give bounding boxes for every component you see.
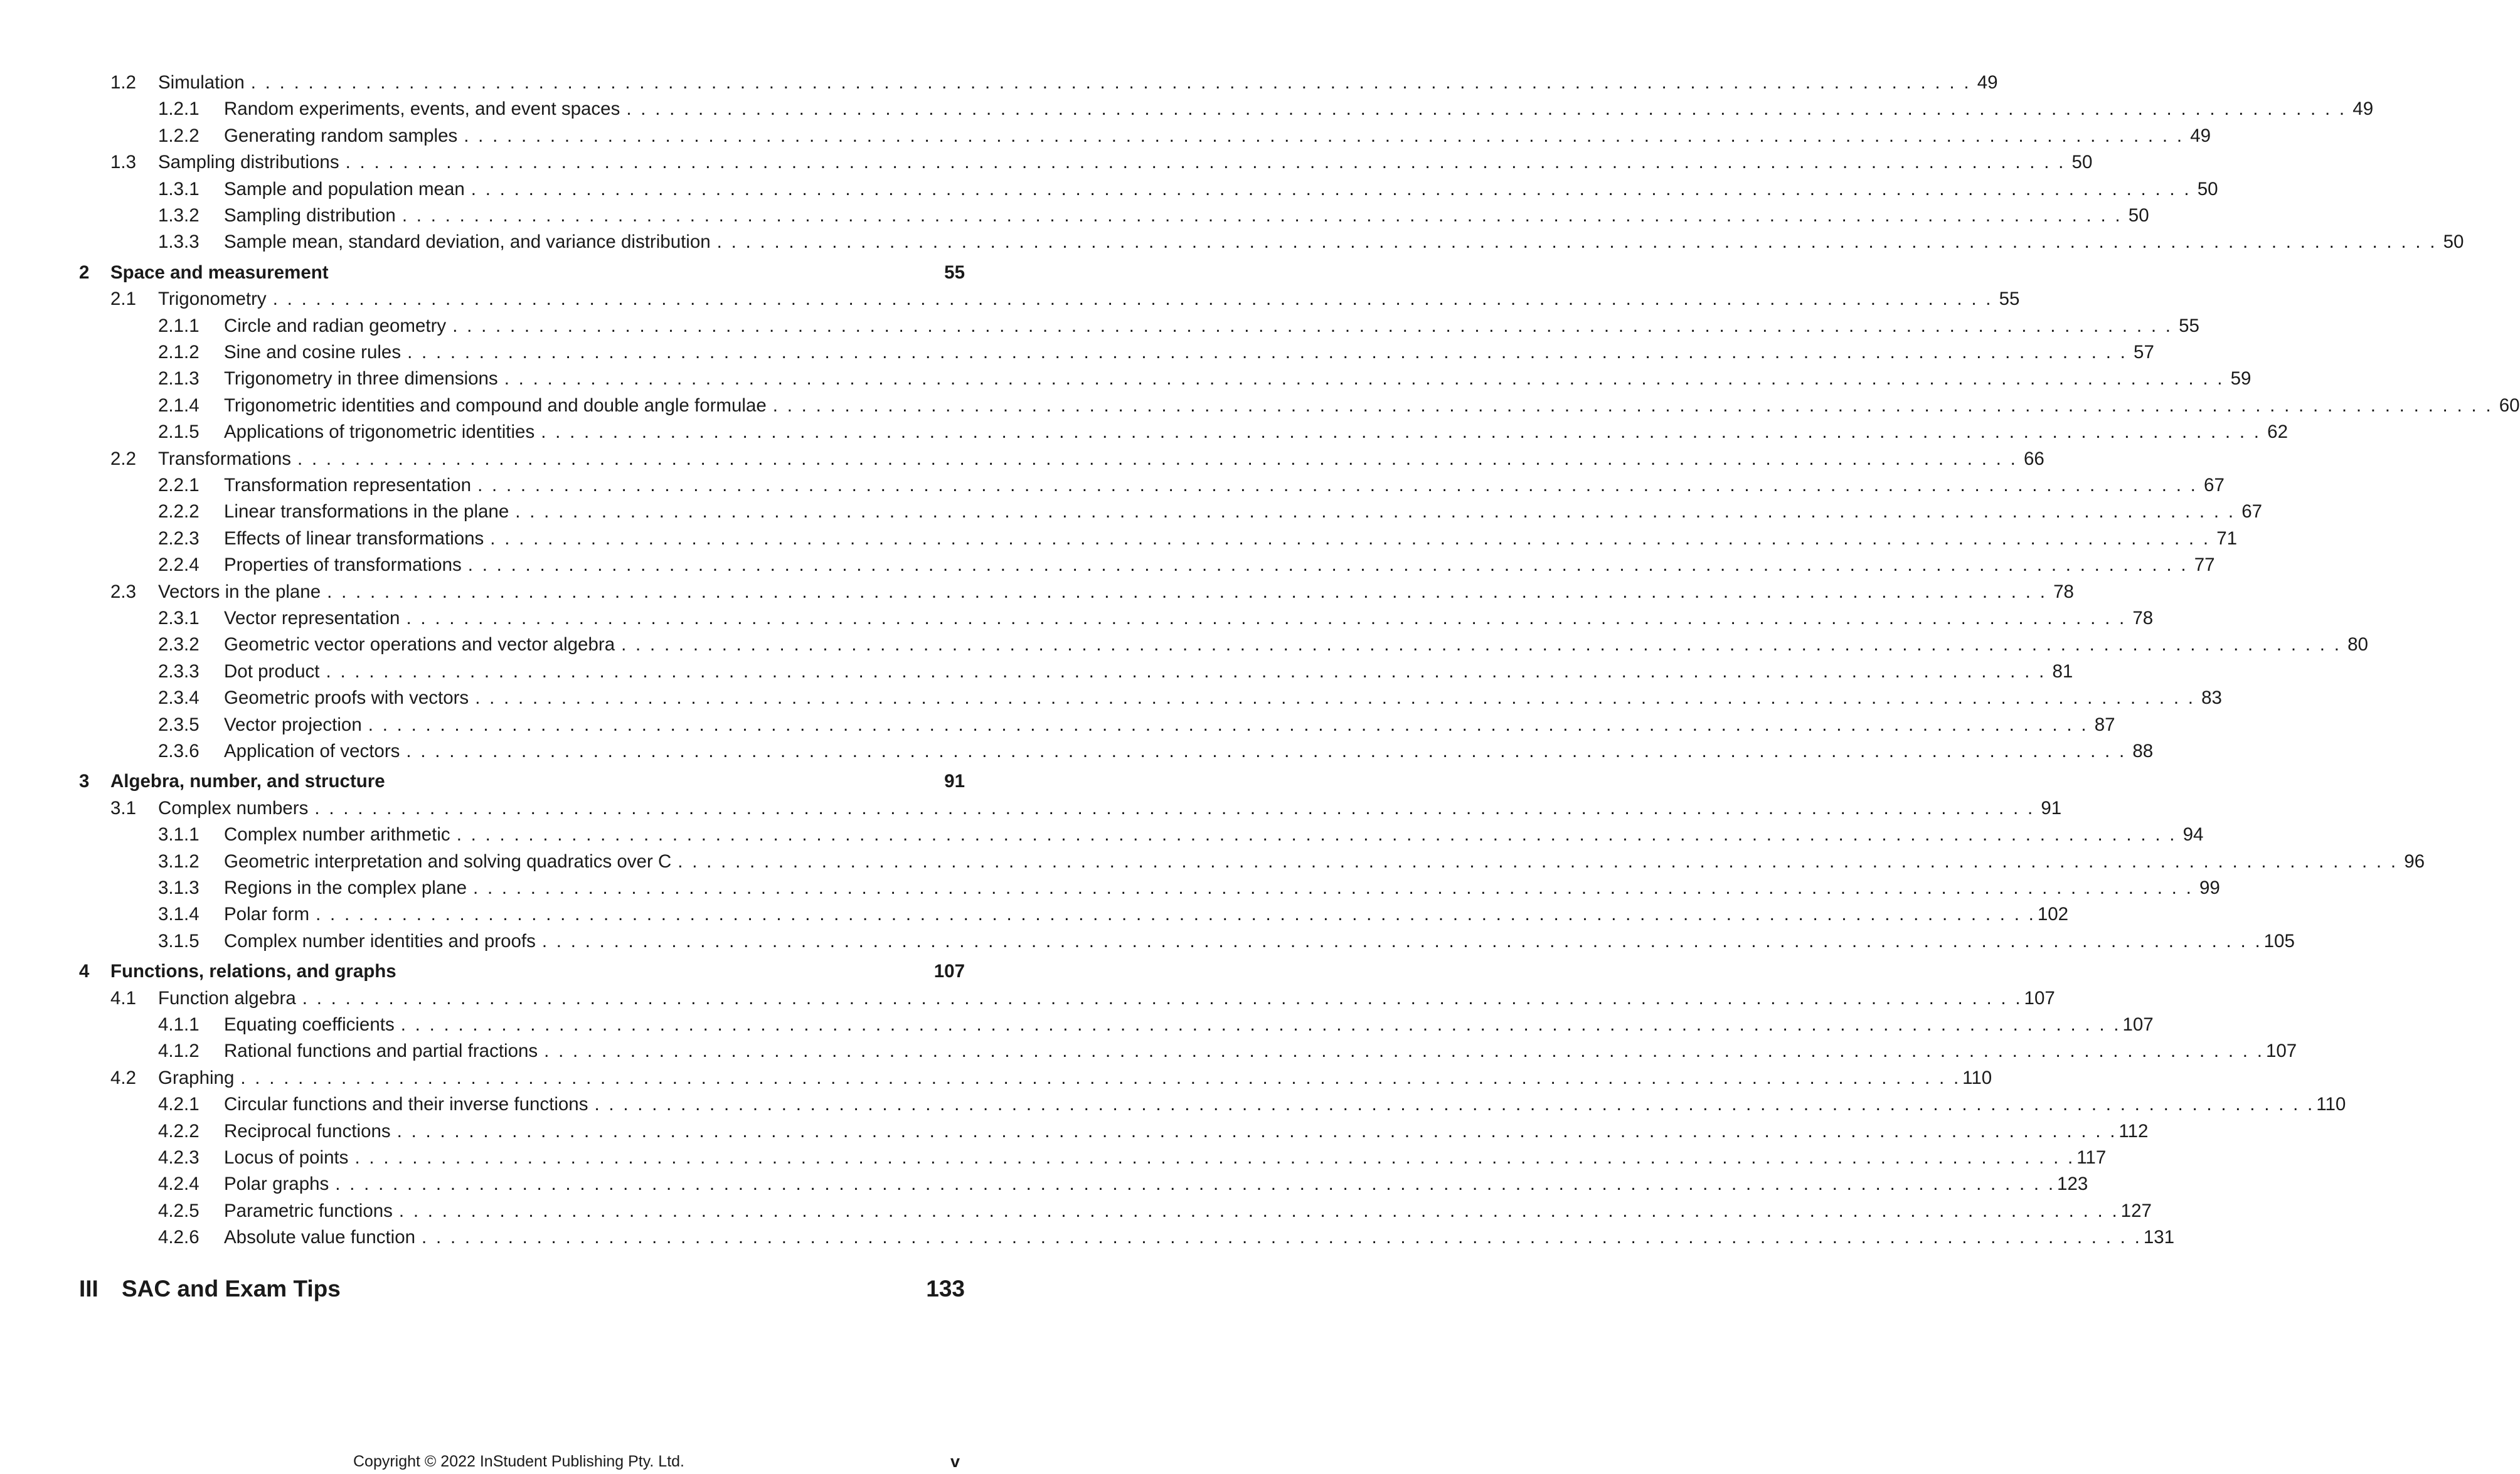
toc-entry-title: Functions, relations, and graphs xyxy=(110,961,396,982)
toc-entry-page: 55 xyxy=(2179,315,2199,336)
toc-entry-page: 59 xyxy=(2230,368,2252,390)
toc-entry-number: 2.3.4 xyxy=(158,687,199,709)
toc-entry-title: Rational functions and partial fractions xyxy=(224,1041,538,1062)
toc-entry-title: Complex numbers xyxy=(158,797,309,819)
dot-leader: . . . . . . . . . . . . . . . . . . . . . . . . . . . . . . . . . . . . . . . . . . . . . . . . . . . . . . . . . . . . . . . . . . . . . . . . . . . . . . . . . . . . . . . . . . . . . . . . . . . . . . . . . . . . . . . . . . . . . . . . xyxy=(422,1227,2140,1248)
toc-entry-title: Circle and radian geometry xyxy=(224,315,447,336)
toc-entry-page: 57 xyxy=(2134,342,2154,363)
toc-entry-page: 83 xyxy=(2201,687,2222,709)
toc-entry-title: Reciprocal functions xyxy=(224,1120,391,1142)
toc-entry-number: 2.2.2 xyxy=(158,501,199,522)
toc-entry-page: 112 xyxy=(2119,1120,2149,1142)
toc-entry-number: 2.1.2 xyxy=(158,342,199,363)
toc-entry-sub xyxy=(158,176,2218,203)
toc-entry-page: 88 xyxy=(2132,741,2154,761)
toc-entry-number: 3.1.3 xyxy=(158,878,199,898)
toc-entry-title: Effects of linear transformations xyxy=(224,528,484,549)
toc-entry-number: 4.1.1 xyxy=(158,1014,199,1035)
toc-entry-title: Parametric functions xyxy=(224,1200,393,1221)
toc-entry-sub xyxy=(158,203,2149,229)
toc-entry-title: Random experiments, events, and event spaces xyxy=(224,98,620,120)
dot-leader: . . . . . . . . . . . . . . . . . . . . . . . . . . . . . . . . . . . . . . . . . . . . . . . . . . . . . . . . . . . . . . . . . . . . . . . . . . . . . . . . . . . . . . . . . . . . . . . . . . . . . . . . . . . . . . . . . . . . . . . . xyxy=(302,987,2021,1009)
dot-leader: . . . . . . . . . . . . . . . . . . . . . . . . . . . . . . . . . . . . . . . . . . . . . . . . . . . . . . . . . . . . . . . . . . . . . . . . . . . . . . . . . . . . . . . . . . . . . . . . . . . . . . . . . . . . . . . . . . . . . . . . xyxy=(452,315,2171,336)
dot-leader: . . . . . . . . . . . . . . . . . . . . . . . . . . . . . . . . . . . . . . . . . . . . . . . . . . . . . . . . . . . . . . . . . . . . . . . . . . . . . . . . . . . . . . . . . . . . . . . . . . . . . . . . . . . . . . . . . . . . . . . . xyxy=(354,1147,2073,1168)
toc-entry-title: Sampling distribution xyxy=(224,205,396,226)
toc-entry-page: 91 xyxy=(944,771,965,792)
toc-entry-sub xyxy=(158,738,2154,765)
toc-entry-section xyxy=(110,286,2020,312)
toc-entry-number: 4 xyxy=(79,961,90,982)
dot-leader: . . . . . . . . . . . . . . . . . . . . . . . . . . . . . . . . . . . . . . . . . . . . . . . . . . . . . . . . . . . . . . . . . . . . . . . . . . . . . . . . . . . . . . . . . . . . . . . . . . . . . . . . . . . . . . . . . . . . . . . . xyxy=(272,289,1991,310)
dot-leader: . . . . . . . . . . . . . . . . . . . . . . . . . . . . . . . . . . . . . . . . . . . . . . . . . . . . . . . . . . . . . . . . . . . . . . . . . . . . . . . . . . . . . . . . . . . . . . . . . . . . . . . . . . . . . . . . . . . . . . . . xyxy=(316,904,2034,925)
toc-entry-number: 3.1 xyxy=(110,797,137,819)
toc-entry-title: Complex number identities and proofs xyxy=(224,930,536,952)
toc-entry-page: 67 xyxy=(2204,475,2225,496)
toc-entry-sub xyxy=(158,552,2215,578)
toc-entry-number: 2.1.3 xyxy=(158,368,199,390)
toc-entry-sub xyxy=(158,712,2115,738)
toc-entry-title: Complex number arithmetic xyxy=(224,824,450,846)
dot-leader: . . . . . . . . . . . . . . . . . . . . . . . . . . . . . . . . . . . . . . . . . . . . . . . . . . . . . . . . . . . . . . . . . . . . . . . . . . . . . . . . . . . . . . . . . . . . . . . . . . . . . . . . . . . . . . . . . . . . . . . . xyxy=(297,448,2016,469)
page-number: v xyxy=(950,1452,960,1471)
toc-entry-page: 94 xyxy=(2182,824,2204,846)
dot-leader: . . . . . . . . . . . . . . . . . . . . . . . . . . . . . . . . . . . . . . . . . . . . . . . . . . . . . . . . . . . . . . . . . . . . . . . . . . . . . . . . . . . . . . . . . . . . . . . . . . . . . . . . . . . . . . . . . . . . . . . . xyxy=(490,528,2209,549)
toc-entry-number: 4.1 xyxy=(110,987,137,1009)
toc-entry-section xyxy=(110,1065,1992,1091)
toc-entry-title: Sampling distributions xyxy=(158,152,339,173)
toc-entry-number: 4.2.3 xyxy=(158,1147,199,1168)
toc-entry-page: 55 xyxy=(944,262,965,283)
toc-entry-page: 117 xyxy=(2076,1147,2107,1168)
toc-entry-chapter xyxy=(79,958,965,985)
toc-entry-title: Geometric proofs with vectors xyxy=(224,687,469,709)
toc-entry-title: Sine and cosine rules xyxy=(224,342,401,363)
toc-entry-part xyxy=(79,1271,965,1307)
dot-leader: . . . . . . . . . . . . . . . . . . . . . . . . . . . . . . . . . . . . . . . . . . . . . . . . . . . . . . . . . . . . . . . . . . . . . . . . . . . . . . . . . . . . . . . . . . . . . . . . . . . . . . . . . . . . . . . . . . . . . . . . xyxy=(314,797,2033,819)
toc-entry-title: Properties of transformations xyxy=(224,554,462,576)
dot-leader: . . . . . . . . . . . . . . . . . . . . . . . . . . . . . . . . . . . . . . . . . . . . . . . . . . . . . . . . . . . . . . . . . . . . . . . . . . . . . . . . . . . . . . . . . . . . . . . . . . . . . . . . . . . . . . . . . . . . . . . . xyxy=(515,501,2234,522)
dot-leader: . . . . . . . . . . . . . . . . . . . . . . . . . . . . . . . . . . . . . . . . . . . . . . . . . . . . . . . . . . . . . . . . . . . . . . . . . . . . . . . . . . . . . . . . . . . . . . . . . . . . . . . . . . . . . . . . . . . . . . . . xyxy=(541,930,2260,952)
dot-leader: . . . . . . . . . . . . . . . . . . . . . . . . . . . . . . . . . . . . . . . . . . . . . . . . . . . . . . . . . . . . . . . . . . . . . . . . . . . . . . . . . . . . . . . . . . . . . . . . . . . . . . . . . . . . . . . . . . . . . . . . xyxy=(477,475,2196,496)
toc-entry-page: 123 xyxy=(2057,1174,2088,1195)
toc-entry-number: 2.1.4 xyxy=(158,395,199,416)
toc-entry-title: Equating coefficients xyxy=(224,1014,395,1035)
toc-entry-number: 2.2.4 xyxy=(158,554,199,576)
dot-leader: . . . . . . . . . . . . . . . . . . . . . . . . . . . . . . . . . . . . . . . . . . . . . . . . . . . . . . . . . . . . . . . . . . . . . . . . . . . . . . . . . . . . . . . . . . . . . . . . . . . . . . . . . . . . . . . . . . . . . . . . xyxy=(250,72,1969,93)
toc-entry-page: 99 xyxy=(2199,878,2220,898)
toc-entry-section xyxy=(110,985,2055,1012)
toc-entry-number: 4.2.2 xyxy=(158,1120,199,1142)
toc-entry-sub xyxy=(158,659,2073,685)
toc-entry-sub xyxy=(158,1091,2346,1118)
toc-entry-sub xyxy=(158,419,2288,445)
toc-entry-sub xyxy=(158,313,2199,339)
toc-entry-number: 4.1.2 xyxy=(158,1041,199,1062)
dot-leader: . . . . . . . . . . . . . . . . . . . . . . . . . . . . . . . . . . . . . . . . . . . . . . . . . . . . . . . . . . . . . . . . . . . . . . . . . . . . . . . . . . . . . . . . . . . . . . . . . . . . . . . . . . . . . . . . . . . . . . . . xyxy=(456,824,2175,846)
toc-entry-number: 4.2.5 xyxy=(158,1200,199,1221)
dot-leader: . . . . . . . . . . . . . . . . . . . . . . . . . . . . . . . . . . . . . . . . . . . . . . . . . . . . . . . . . . . . . . . . . . . . . . . . . . . . . . . . . . . . . . . . . . . . . . . . . . . . . . . . . . . . . . . . . . . . . . . . xyxy=(398,1200,2117,1221)
toc-entry-page: 50 xyxy=(2071,152,2093,173)
toc-entry-number: 3.1.2 xyxy=(158,851,199,872)
toc-entry-page: 62 xyxy=(2267,422,2288,443)
toc-entry-page: 78 xyxy=(2132,608,2154,628)
toc-entry-sub xyxy=(158,605,2154,632)
toc-entry-page: 81 xyxy=(2052,660,2073,682)
dot-leader: . . . . . . . . . . . . . . . . . . . . . . . . . . . . . . . . . . . . . . . . . . . . . . . . . . . . . . . . . . . . . . . . . . . . . . . . . . . . . . . . . . . . . . . . . . . . . . . . . . . . . . . . . . . . . . . . . . . . . . . . xyxy=(716,231,2435,253)
toc-entry-number: 1.3 xyxy=(110,152,137,173)
toc-entry-title: Geometric interpretation and solving quadratics over C xyxy=(224,851,672,872)
dot-leader: . . . . . . . . . . . . . . . . . . . . . . . . . . . . . . . . . . . . . . . . . . . . . . . . . . . . . . . . . . . . . . . . . . . . . . . . . . . . . . . . . . . . . . . . . . . . . . . . . . . . . . . . . . . . . . . . . . . . . . . . xyxy=(406,741,2125,761)
page-footer xyxy=(0,1449,1038,1474)
dot-leader: . . . . . . . . . . . . . . . . . . . . . . . . . . . . . . . . . . . . . . . . . . . . . . . . . . . . . . . . . . . . . . . . . . . . . . . . . . . . . . . . . . . . . . . . . . . . . . . . . . . . . . . . . . . . . . . . . . . . . . . . xyxy=(626,98,2345,120)
dot-leader: . . . . . . . . . . . . . . . . . . . . . . . . . . . . . . . . . . . . . . . . . . . . . . . . . . . . . . . . . . . . . . . . . . . . . . . . . . . . . . . . . . . . . . . . . . . . . . . . . . . . . . . . . . . . . . . . . . . . . . . . xyxy=(345,152,2064,173)
dot-leader: . . . . . . . . . . . . . . . . . . . . . . . . . . . . . . . . . . . . . . . . . . . . . . . . . . . . . . . . . . . . . . . . . . . . . . . . . . . . . . . . . . . . . . . . . . . . . . . . . . . . . . . . . . . . . . . . . . . . . . . . xyxy=(475,687,2193,709)
toc-entry-number: 2.2.1 xyxy=(158,475,199,496)
toc-entry-title: Graphing xyxy=(158,1067,235,1088)
toc-entry-sub xyxy=(158,526,2238,552)
toc-entry-number: 4.2.6 xyxy=(158,1227,199,1248)
dot-leader: . . . . . . . . . . . . . . . . . . . . . . . . . . . . . . . . . . . . . . . . . . . . . . . . . . . . . . . . . . . . . . . . . . . . . . . . . . . . . . . . . . . . . . . . . . . . . . . . . . . . . . . . . . . . . . . . . . . . . . . . xyxy=(772,395,2491,416)
toc-entry-title: Regions in the complex plane xyxy=(224,878,467,898)
toc-entry-number: 3.1.5 xyxy=(158,930,199,952)
toc-entry-sub xyxy=(158,1198,2152,1224)
toc-entry-title: Trigonometry in three dimensions xyxy=(224,368,498,390)
toc-entry-number: 2.1 xyxy=(110,289,137,310)
toc-entry-sub xyxy=(158,685,2222,711)
toc-entry-title: Vector projection xyxy=(224,714,362,735)
toc-entry-number: 2.2 xyxy=(110,448,137,469)
toc-entry-sub xyxy=(158,875,2220,901)
toc-entry-sub xyxy=(158,849,2425,875)
toc-entry-number: 2 xyxy=(79,262,90,283)
toc-entry-page: 102 xyxy=(2037,904,2069,925)
toc-entry-number: 1.3.3 xyxy=(158,231,199,253)
toc-entry-page: 110 xyxy=(2316,1094,2346,1115)
toc-entry-section xyxy=(110,149,2093,176)
toc-entry-page: 78 xyxy=(2053,581,2074,602)
toc-entry-title: Absolute value function xyxy=(224,1227,416,1248)
toc-entry-number: 1.3.1 xyxy=(158,178,199,199)
toc-entry-page: 80 xyxy=(2347,634,2368,655)
dot-leader: . . . . . . . . . . . . . . . . . . . . . . . . . . . . . . . . . . . . . . . . . . . . . . . . . . . . . . . . . . . . . . . . . . . . . . . . . . . . . . . . . . . . . . . . . . . . . . . . . . . . . . . . . . . . . . . . . . . . . . . . xyxy=(327,581,2045,602)
toc-entry-number: 2.3.5 xyxy=(158,714,199,735)
toc-entry-title: Locus of points xyxy=(224,1147,349,1168)
toc-entry-sub xyxy=(158,1224,2175,1251)
toc-entry-page: 107 xyxy=(2265,1041,2297,1062)
toc-entry-title: Linear transformations in the plane xyxy=(224,501,509,522)
toc-entry-sub xyxy=(158,229,2464,255)
toc-entry-sub xyxy=(158,822,2204,848)
toc-entry-page: 107 xyxy=(2024,987,2055,1009)
toc-entry-page: 50 xyxy=(2443,231,2464,253)
toc-entry-number: 2.1.1 xyxy=(158,315,199,336)
dot-leader: . . . . . . . . . . . . . . . . . . . . . . . . . . . . . . . . . . . . . . . . . . . . . . . . . . . . . . . . . . . . . . . . . . . . . . . . . . . . . . . . . . . . . . . . . . . . . . . . . . . . . . . . . . . . . . . . . . . . . . . . xyxy=(368,714,2087,735)
toc-entry-number: 2.3.2 xyxy=(158,634,199,655)
toc-entry-title: Geometric vector operations and vector algebra xyxy=(224,634,615,655)
toc-entry-title: Dot product xyxy=(224,660,320,682)
dot-leader: . . . . . . . . . . . . . . . . . . . . . . . . . . . . . . . . . . . . . . . . . . . . . . . . . . . . . . . . . . . . . . . . . . . . . . . . . . . . . . . . . . . . . . . . . . . . . . . . . . . . . . . . . . . . . . . . . . . . . . . . xyxy=(678,851,2396,872)
toc-entry-page: 107 xyxy=(2122,1014,2154,1035)
toc-entry-sub xyxy=(158,393,2520,419)
toc-entry-page: 131 xyxy=(2143,1227,2175,1248)
toc-entry-sub xyxy=(158,123,2211,149)
toc-entry-title: Trigonometry xyxy=(158,289,267,310)
dot-leader: . . . . . . . . . . . . . . . . . . . . . . . . . . . . . . . . . . . . . . . . . . . . . . . . . . . . . . . . . . . . . . . . . . . . . . . . . . . . . . . . . . . . . . . . . . . . . . . . . . . . . . . . . . . . . . . . . . . . . . . . xyxy=(406,608,2125,628)
toc-entry-page: 49 xyxy=(2353,98,2374,120)
toc-entry-page: 50 xyxy=(2128,205,2149,226)
toc-entry-sub xyxy=(158,1145,2107,1171)
dot-leader: . . . . . . . . . . . . . . . . . . . . . . . . . . . . . . . . . . . . . . . . . . . . . . . . . . . . . . . . . . . . . . . . . . . . . . . . . . . . . . . . . . . . . . . . . . . . . . . . . . . . . . . . . . . . . . . . . . . . . . . . xyxy=(541,422,2259,443)
toc-entry-sub xyxy=(158,1012,2154,1038)
toc-entry-section xyxy=(110,795,2062,822)
toc-entry-sub xyxy=(158,499,2263,525)
toc-entry-number: 2.3.6 xyxy=(158,741,199,761)
toc-entry-title: Transformation representation xyxy=(224,475,472,496)
dot-leader: . . . . . . . . . . . . . . . . . . . . . . . . . . . . . . . . . . . . . . . . . . . . . . . . . . . . . . . . . . . . . . . . . . . . . . . . . . . . . . . . . . . . . . . . . . . . . . . . . . . . . . . . . . . . . . . . . . . . . . . . xyxy=(401,205,2120,226)
toc-entry-sub xyxy=(158,96,2374,122)
toc-entry-sub xyxy=(158,1118,2149,1145)
toc-entry-title: Vector representation xyxy=(224,608,400,628)
toc-entry-sub xyxy=(158,339,2154,366)
toc-entry-title: Sample mean, standard deviation, and variance distribution xyxy=(224,231,711,253)
toc-entry-page: 67 xyxy=(2241,501,2263,522)
toc-entry-title: Space and measurement xyxy=(110,262,329,283)
toc-entry-number: 3 xyxy=(79,771,90,792)
toc-entry-page: 127 xyxy=(2120,1200,2152,1221)
toc-entry-number: 2.1.5 xyxy=(158,422,199,443)
dot-leader: . . . . . . . . . . . . . . . . . . . . . . . . . . . . . . . . . . . . . . . . . . . . . . . . . . . . . . . . . . . . . . . . . . . . . . . . . . . . . . . . . . . . . . . . . . . . . . . . . . . . . . . . . . . . . . . . . . . . . . . . xyxy=(396,1120,2115,1142)
toc-entry-number: 2.3.1 xyxy=(158,608,199,628)
dot-leader: . . . . . . . . . . . . . . . . . . . . . . . . . . . . . . . . . . . . . . . . . . . . . . . . . . . . . . . . . . . . . . . . . . . . . . . . . . . . . . . . . . . . . . . . . . . . . . . . . . . . . . . . . . . . . . . . . . . . . . . . xyxy=(544,1041,2262,1062)
dot-leader: . . . . . . . . . . . . . . . . . . . . . . . . . . . . . . . . . . . . . . . . . . . . . . . . . . . . . . . . . . . . . . . . . . . . . . . . . . . . . . . . . . . . . . . . . . . . . . . . . . . . . . . . . . . . . . . . . . . . . . . . xyxy=(621,634,2339,655)
toc-entry-title: SAC and Exam Tips xyxy=(122,1275,341,1302)
toc-entry-title: Polar graphs xyxy=(224,1174,329,1195)
dot-leader: . . . . . . . . . . . . . . . . . . . . . . . . . . . . . . . . . . . . . . . . . . . . . . . . . . . . . . . . . . . . . . . . . . . . . . . . . . . . . . . . . . . . . . . . . . . . . . . . . . . . . . . . . . . . . . . . . . . . . . . . xyxy=(407,342,2125,363)
dot-leader: . . . . . . . . . . . . . . . . . . . . . . . . . . . . . . . . . . . . . . . . . . . . . . . . . . . . . . . . . . . . . . . . . . . . . . . . . . . . . . . . . . . . . . . . . . . . . . . . . . . . . . . . . . . . . . . . . . . . . . . . xyxy=(240,1067,1959,1088)
toc-entry-page: 55 xyxy=(1999,289,2020,310)
toc-entry-sub xyxy=(158,632,2368,658)
toc-entry-section xyxy=(110,70,1998,96)
toc-entry-title: Circular functions and their inverse functions xyxy=(224,1094,588,1115)
toc-entry-title: Trigonometric identities and compound and double angle formulae xyxy=(224,395,767,416)
toc-entry-page: 66 xyxy=(2023,448,2044,469)
toc-entry-title: Simulation xyxy=(158,72,245,93)
toc-entry-number: 4.2.4 xyxy=(158,1174,199,1195)
toc-entry-page: 60 xyxy=(2499,395,2520,416)
toc-entry-page: 71 xyxy=(2216,528,2238,549)
toc-entry-page: 96 xyxy=(2404,851,2425,872)
toc-entry-page: 107 xyxy=(933,961,965,982)
toc-entry-section xyxy=(110,446,2044,472)
toc-entry-title: Polar form xyxy=(224,904,310,925)
toc-entry-page: 49 xyxy=(1977,72,1998,93)
toc-entry-title: Algebra, number, and structure xyxy=(110,771,385,792)
dot-leader: . . . . . . . . . . . . . . . . . . . . . . . . . . . . . . . . . . . . . . . . . . . . . . . . . . . . . . . . . . . . . . . . . . . . . . . . . . . . . . . . . . . . . . . . . . . . . . . . . . . . . . . . . . . . . . . . . . . . . . . . xyxy=(400,1014,2119,1035)
toc-entry-title: Function algebra xyxy=(158,987,296,1009)
toc-entry-sub xyxy=(158,1038,2297,1064)
toc-entry-sub xyxy=(158,901,2069,928)
toc-entry-sub xyxy=(158,366,2252,392)
toc-entry-title: Transformations xyxy=(158,448,292,469)
toc-entry-number: 2.3.3 xyxy=(158,660,199,682)
toc-entry-title: Generating random samples xyxy=(224,125,458,146)
toc-entry-number: 2.3 xyxy=(110,581,137,602)
toc-entry-page: 105 xyxy=(2263,930,2295,952)
toc-entry-title: Vectors in the plane xyxy=(158,581,321,602)
toc-entry-number: 2.2.3 xyxy=(158,528,199,549)
toc-entry-number: 3.1.4 xyxy=(158,904,199,925)
toc-entry-title: Application of vectors xyxy=(224,741,400,761)
dot-leader: . . . . . . . . . . . . . . . . . . . . . . . . . . . . . . . . . . . . . . . . . . . . . . . . . . . . . . . . . . . . . . . . . . . . . . . . . . . . . . . . . . . . . . . . . . . . . . . . . . . . . . . . . . . . . . . . . . . . . . . . xyxy=(464,125,2182,146)
copyright-notice: Copyright © 2022 InStudent Publishing Pty. Ltd. xyxy=(353,1453,684,1470)
toc-entry-section xyxy=(110,579,2074,605)
toc-entry-page: 49 xyxy=(2190,125,2211,146)
toc-entry-title: Sample and population mean xyxy=(224,178,465,199)
toc-entry-number: 1.2.2 xyxy=(158,125,199,146)
dot-leader: . . . . . . . . . . . . . . . . . . . . . . . . . . . . . . . . . . . . . . . . . . . . . . . . . . . . . . . . . . . . . . . . . . . . . . . . . . . . . . . . . . . . . . . . . . . . . . . . . . . . . . . . . . . . . . . . . . . . . . . . xyxy=(335,1174,2054,1195)
dot-leader: . . . . . . . . . . . . . . . . . . . . . . . . . . . . . . . . . . . . . . . . . . . . . . . . . . . . . . . . . . . . . . . . . . . . . . . . . . . . . . . . . . . . . . . . . . . . . . . . . . . . . . . . . . . . . . . . . . . . . . . . xyxy=(326,660,2044,682)
toc-entry-number: 1.2 xyxy=(110,72,137,93)
toc-entry-number: 4.2 xyxy=(110,1067,137,1088)
toc-entry-number: 4.2.1 xyxy=(158,1094,199,1115)
toc-entry-chapter xyxy=(79,260,965,286)
toc-entry-sub xyxy=(158,472,2225,499)
toc-entry-number: III xyxy=(79,1275,98,1302)
toc-entry-chapter xyxy=(79,768,965,795)
toc-entry-number: 3.1.1 xyxy=(158,824,199,846)
toc-entry-sub xyxy=(158,1171,2088,1197)
toc-entry-page: 50 xyxy=(2197,178,2218,199)
dot-leader: . . . . . . . . . . . . . . . . . . . . . . . . . . . . . . . . . . . . . . . . . . . . . . . . . . . . . . . . . . . . . . . . . . . . . . . . . . . . . . . . . . . . . . . . . . . . . . . . . . . . . . . . . . . . . . . . . . . . . . . . xyxy=(504,368,2223,390)
dot-leader: . . . . . . . . . . . . . . . . . . . . . . . . . . . . . . . . . . . . . . . . . . . . . . . . . . . . . . . . . . . . . . . . . . . . . . . . . . . . . . . . . . . . . . . . . . . . . . . . . . . . . . . . . . . . . . . . . . . . . . . . xyxy=(473,878,2191,898)
dot-leader: . . . . . . . . . . . . . . . . . . . . . . . . . . . . . . . . . . . . . . . . . . . . . . . . . . . . . . . . . . . . . . . . . . . . . . . . . . . . . . . . . . . . . . . . . . . . . . . . . . . . . . . . . . . . . . . . . . . . . . . . xyxy=(471,178,2189,199)
toc-entry-page: 91 xyxy=(2041,797,2062,819)
dot-leader: . . . . . . . . . . . . . . . . . . . . . . . . . . . . . . . . . . . . . . . . . . . . . . . . . . . . . . . . . . . . . . . . . . . . . . . . . . . . . . . . . . . . . . . . . . . . . . . . . . . . . . . . . . . . . . . . . . . . . . . . xyxy=(467,554,2186,576)
dot-leader: . . . . . . . . . . . . . . . . . . . . . . . . . . . . . . . . . . . . . . . . . . . . . . . . . . . . . . . . . . . . . . . . . . . . . . . . . . . . . . . . . . . . . . . . . . . . . . . . . . . . . . . . . . . . . . . . . . . . . . . . xyxy=(594,1094,2313,1115)
toc-entry-page: 77 xyxy=(2194,554,2215,576)
toc-entry-number: 1.3.2 xyxy=(158,205,199,226)
toc-entry-sub xyxy=(158,928,2295,955)
toc-entry-title: Applications of trigonometric identities xyxy=(224,422,535,443)
toc-entry-page: 110 xyxy=(1962,1067,1992,1088)
toc-entry-page: 87 xyxy=(2094,714,2115,735)
toc-entry-page: 133 xyxy=(926,1275,965,1302)
toc-entry-number: 1.2.1 xyxy=(158,98,199,120)
